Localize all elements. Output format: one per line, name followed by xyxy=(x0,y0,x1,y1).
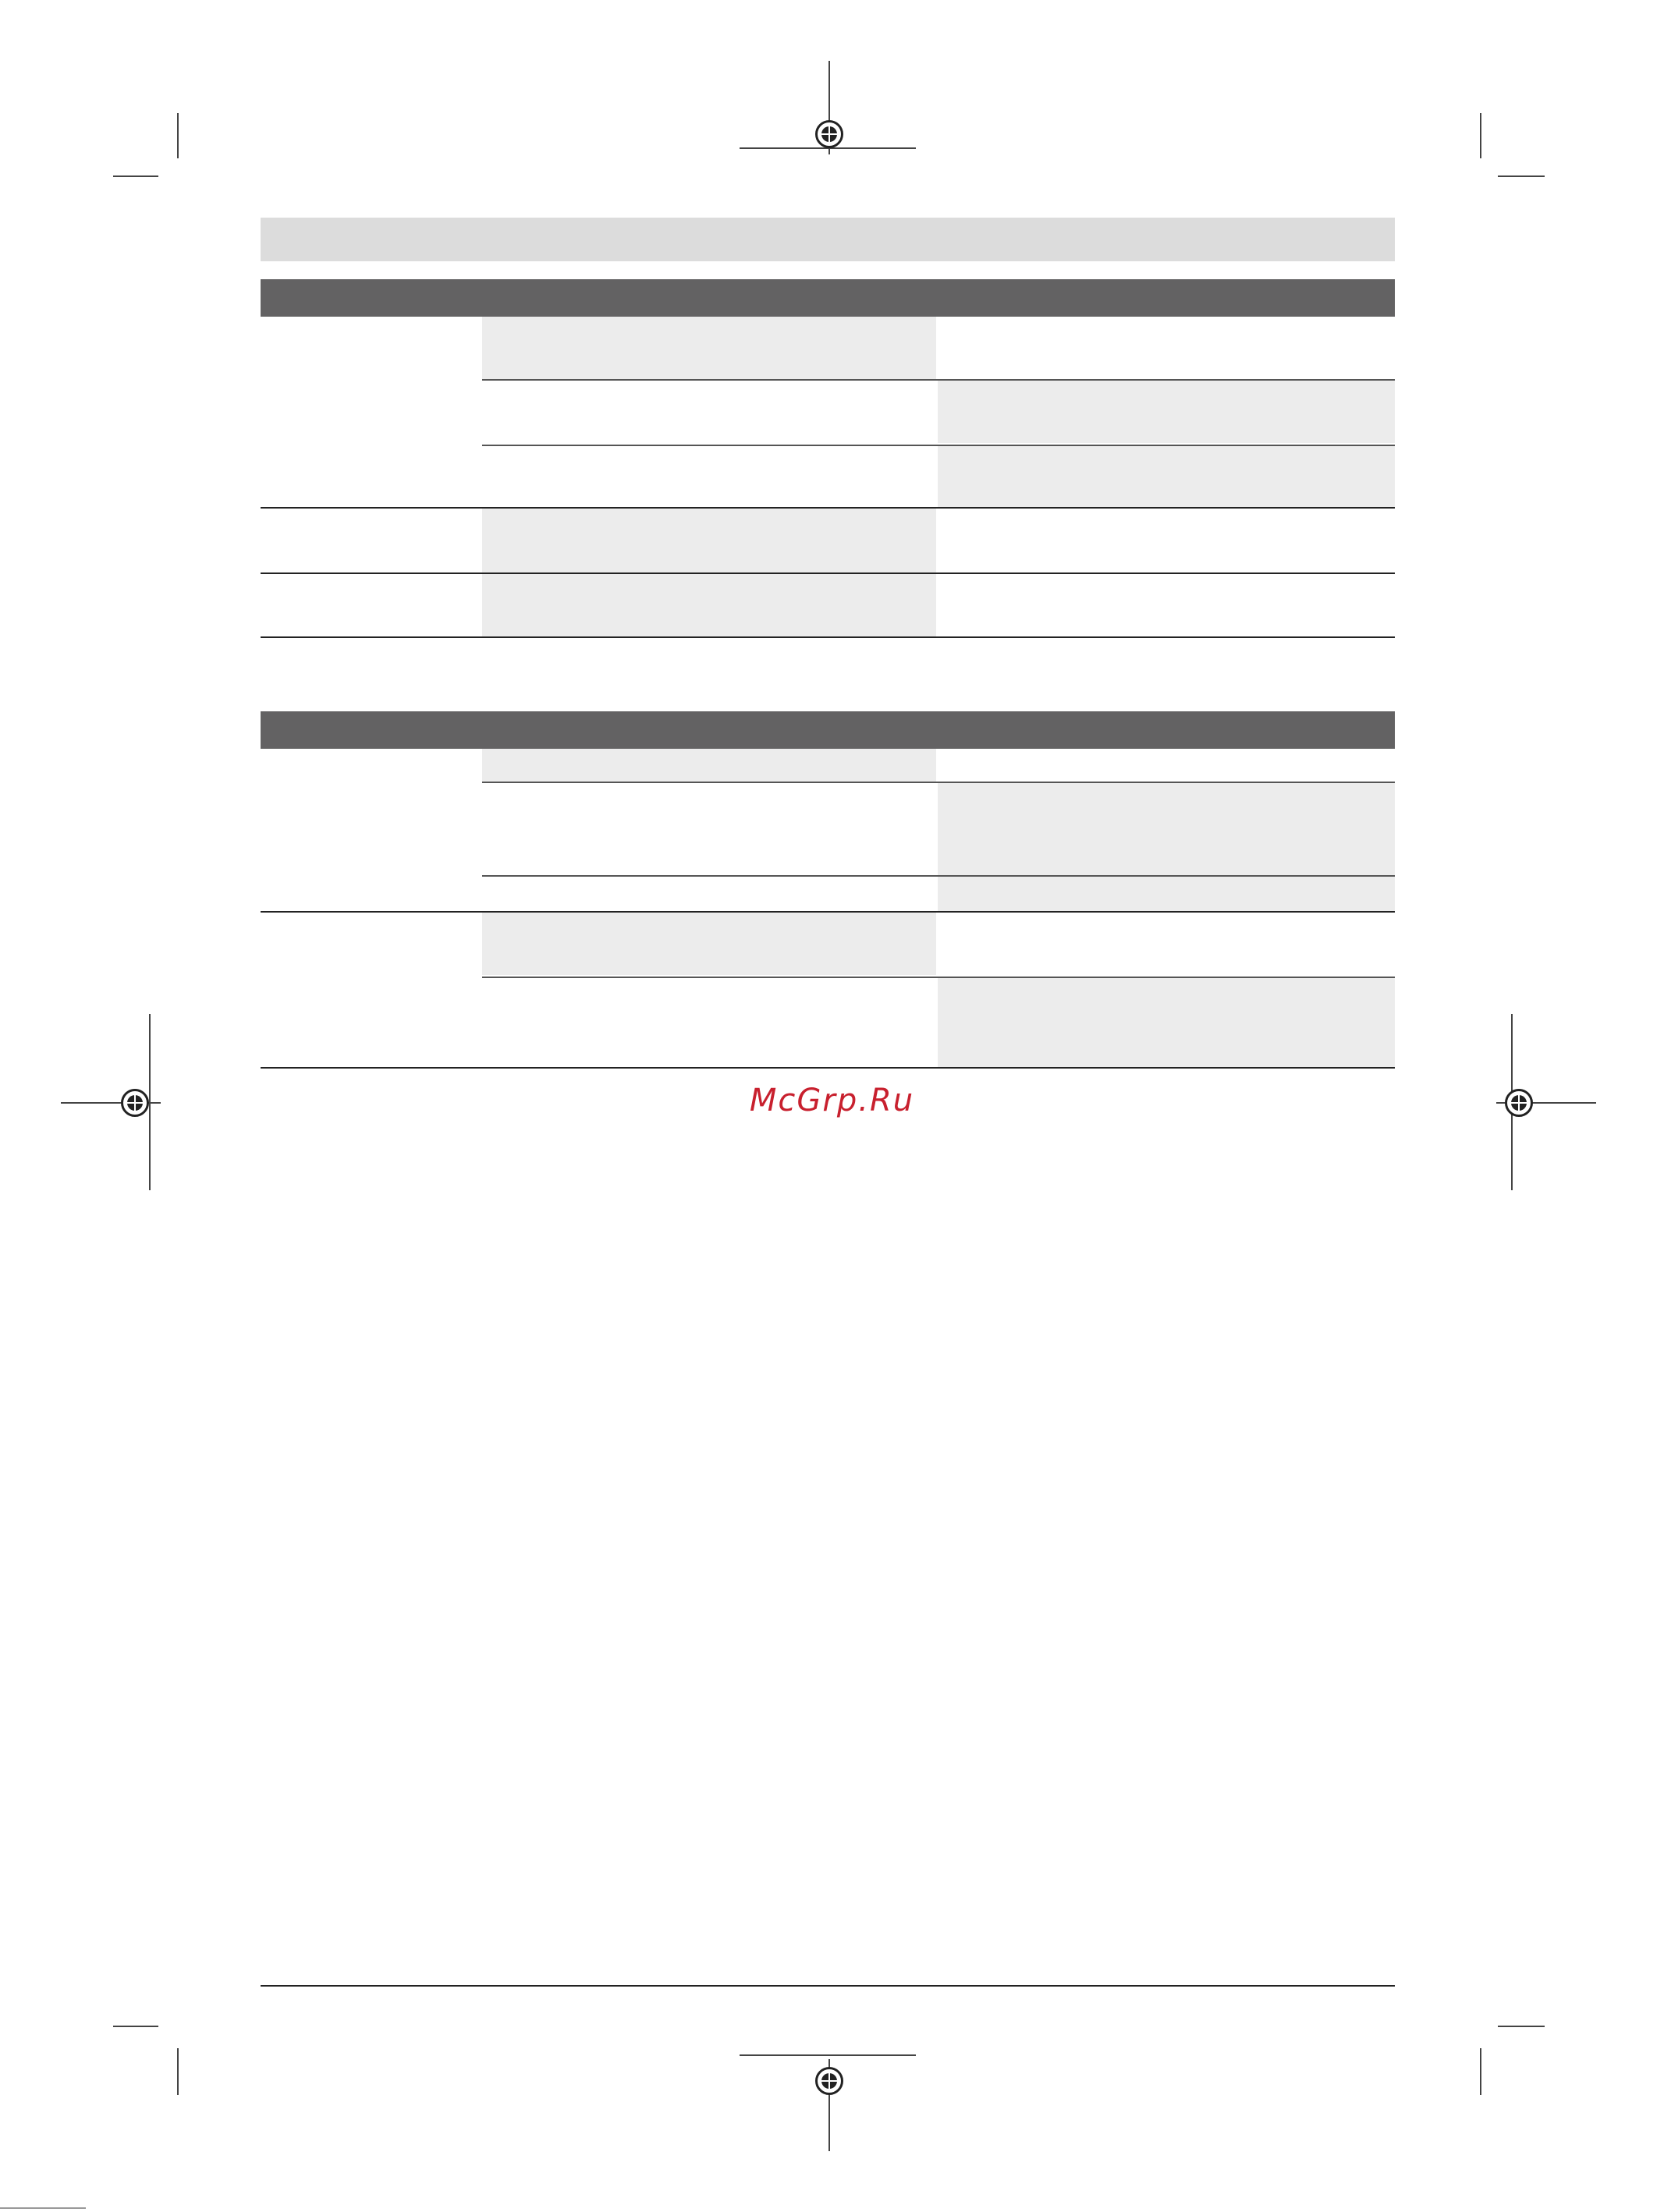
crop-mark-bottom-right-v xyxy=(1480,2048,1481,2095)
crop-mark-top-right-v xyxy=(1480,113,1481,158)
slug-line xyxy=(0,2207,86,2209)
table-1-rule-bottom xyxy=(261,636,1395,638)
registration-target-icon xyxy=(1505,1089,1533,1117)
table-1-cell-r1-c2 xyxy=(482,317,936,379)
crop-mark-top-right-h xyxy=(1498,175,1545,177)
table-1-cell-r3-c3 xyxy=(938,446,1395,507)
table-1-cell-r2-c3 xyxy=(938,381,1395,443)
crop-mark-bottom-right-h xyxy=(1498,2026,1545,2027)
crop-mark-top-left-h xyxy=(113,175,158,177)
table-2-cell-r5-c3 xyxy=(938,978,1395,1067)
crop-mark-top-left-v xyxy=(177,113,179,158)
table-2-header xyxy=(261,711,1395,749)
table-2-cell-r4-c2 xyxy=(482,913,936,975)
crop-mark-bottom-center-h xyxy=(740,2054,916,2056)
table-2-rule-bottom xyxy=(261,1067,1395,1069)
registration-target-icon xyxy=(815,120,843,148)
registration-target-icon xyxy=(121,1089,149,1117)
registration-target-icon xyxy=(815,2067,843,2095)
crop-mark-bottom-left-h xyxy=(113,2026,158,2027)
table-2-cell-r3-c3 xyxy=(938,877,1395,911)
table-1-cell-r4-c2 xyxy=(482,509,936,572)
table-2-cell-r1-c2 xyxy=(482,749,936,782)
table-1-header xyxy=(261,279,1395,317)
page-header-band xyxy=(261,218,1395,261)
watermark-text: McGrp.Ru xyxy=(749,1083,915,1118)
table-2-cell-r2-c3 xyxy=(938,783,1395,875)
page-footer-rule xyxy=(261,1985,1395,1987)
table-1-cell-r5-c2 xyxy=(482,574,936,636)
crop-mark-bottom-left-v xyxy=(177,2048,179,2095)
